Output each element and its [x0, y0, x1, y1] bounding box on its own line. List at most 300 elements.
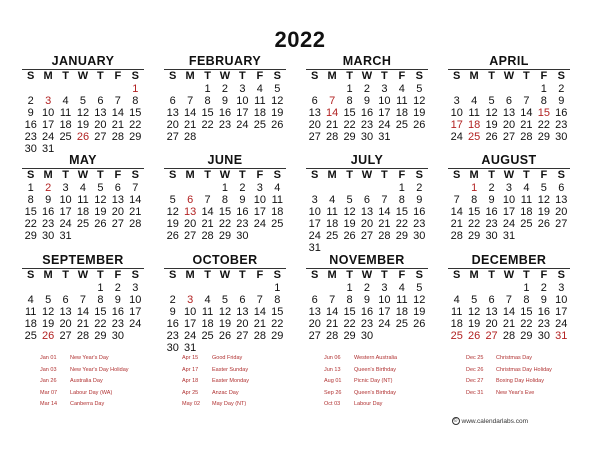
weekday-label: T: [97, 269, 104, 281]
date-cell: 3: [256, 182, 263, 194]
date-cell: 19: [271, 107, 284, 119]
weekday-label: S: [27, 70, 35, 82]
date-cell: 4: [471, 95, 478, 107]
empty-cell: [92, 83, 109, 95]
holiday-name: Picnic Day (NT): [354, 378, 393, 384]
date-cell: 21: [326, 119, 339, 131]
weekday-label: S: [27, 169, 35, 181]
empty-cell: [22, 83, 39, 95]
date-cell: 3: [381, 282, 388, 294]
holiday-name: Labour Day: [354, 401, 383, 407]
month-name: FEBRUARY: [188, 54, 262, 68]
date-cell: 17: [253, 206, 266, 218]
holiday-date-cell: 7: [329, 95, 336, 107]
date-cell: 9: [45, 194, 52, 206]
date-cell: 28: [520, 131, 533, 143]
date-cell: 2: [540, 282, 547, 294]
date-cell: 23: [111, 318, 124, 330]
month-may: [22, 153, 144, 242]
empty-cell: [376, 182, 393, 194]
date-cell: 3: [505, 182, 513, 194]
month-august: [448, 153, 570, 242]
weekday-label: M: [327, 269, 337, 281]
date-cell: 3: [558, 282, 565, 294]
date-cell: 11: [451, 306, 463, 318]
weekday-label: M: [43, 269, 53, 281]
holiday-name: Easter Monday: [212, 378, 249, 384]
holiday-name: New Year's Day: [70, 355, 109, 361]
date-cell: 17: [42, 119, 55, 131]
date-cell: 27: [308, 131, 321, 143]
date-cell: 1: [398, 182, 405, 194]
date-cell: 5: [221, 294, 229, 306]
date-cell: 14: [76, 306, 90, 318]
date-cell: 15: [520, 306, 533, 318]
date-cell: 12: [94, 194, 107, 206]
date-cell: 2: [239, 182, 246, 194]
holiday-entry: [40, 353, 129, 365]
date-cell: 15: [395, 206, 408, 218]
weekday-label: S: [453, 169, 461, 181]
date-cell: 7: [114, 95, 121, 107]
month-day-grid: [448, 269, 570, 342]
holiday-date-cell: 26: [76, 131, 90, 143]
date-cell: 25: [520, 218, 533, 230]
calendar-year-title: 2022: [274, 27, 326, 52]
holiday-entry: [182, 399, 249, 411]
month-day-grid: [448, 169, 570, 242]
date-cell: 20: [308, 119, 321, 131]
holiday-name: Christmas Day: [496, 355, 533, 361]
date-cell: 19: [42, 318, 55, 330]
date-cell: 3: [453, 95, 460, 107]
date-cell: 5: [416, 83, 423, 95]
date-cell: 19: [94, 206, 107, 218]
holiday-entry: [40, 376, 129, 388]
weekday-label: S: [415, 269, 423, 281]
date-cell: 21: [129, 206, 142, 218]
date-cell: 5: [488, 95, 495, 107]
date-cell: 4: [398, 282, 405, 294]
holiday-name: Boxing Day Holiday: [496, 378, 544, 384]
date-cell: 1: [97, 282, 104, 294]
date-cell: 8: [204, 95, 211, 107]
date-cell: 22: [94, 318, 107, 330]
date-cell: 20: [236, 318, 249, 330]
weekday-label: W: [77, 70, 89, 82]
holiday-entry: [40, 365, 129, 377]
weekday-label: M: [43, 169, 53, 181]
holiday-date: Aug 01: [324, 378, 342, 384]
date-cell: 8: [523, 294, 530, 306]
date-cell: 8: [346, 95, 353, 107]
date-cell: 27: [308, 330, 321, 342]
date-cell: 21: [326, 318, 339, 330]
date-cell: 29: [395, 230, 408, 242]
date-cell: 24: [59, 218, 72, 230]
date-cell: 18: [271, 206, 284, 218]
holiday-entry: [466, 353, 552, 365]
month-november: [306, 253, 428, 342]
weekday-label: S: [415, 70, 423, 82]
month-name: MARCH: [342, 54, 392, 68]
date-cell: 4: [453, 294, 460, 306]
month-september: [22, 253, 144, 342]
date-cell: 25: [24, 330, 37, 342]
date-cell: 6: [97, 95, 104, 107]
date-cell: 12: [468, 306, 481, 318]
date-cell: 18: [520, 206, 533, 218]
date-cell: 14: [184, 107, 197, 119]
date-cell: 15: [343, 107, 356, 119]
holiday-date-cell: 2: [45, 182, 52, 194]
date-cell: 20: [94, 119, 107, 131]
date-cell: 12: [166, 206, 179, 218]
date-cell: 13: [308, 107, 321, 119]
weekday-label: F: [256, 169, 264, 181]
weekday-label: T: [523, 169, 530, 181]
date-cell: 9: [114, 294, 121, 306]
month-day-grid: [22, 70, 144, 155]
date-cell: 31: [42, 143, 55, 155]
weekday-label: S: [557, 70, 565, 82]
date-cell: 15: [271, 306, 284, 318]
date-cell: 19: [468, 318, 481, 330]
holiday-entry: [324, 365, 397, 377]
holiday-column: [466, 353, 552, 399]
weekday-label: W: [219, 169, 231, 181]
month-march: [306, 54, 428, 143]
weekday-label: M: [43, 70, 53, 82]
date-cell: 5: [274, 83, 281, 95]
weekday-label: S: [169, 169, 177, 181]
weekday-label: F: [114, 169, 122, 181]
date-cell: 17: [184, 318, 197, 330]
date-cell: 1: [274, 282, 281, 294]
date-cell: 26: [271, 119, 284, 131]
date-cell: 2: [169, 294, 176, 306]
date-cell: 10: [129, 294, 142, 306]
date-cell: 11: [25, 306, 37, 318]
empty-cell: [164, 182, 181, 194]
date-cell: 23: [360, 318, 374, 330]
date-cell: 10: [502, 194, 516, 206]
empty-cell: [181, 182, 198, 194]
holiday-name: Good Friday: [212, 355, 243, 361]
weekday-label: S: [311, 70, 319, 82]
month-name: NOVEMBER: [329, 253, 405, 267]
month-day-grid: [306, 70, 428, 143]
month-day-grid: [448, 70, 570, 143]
date-cell: 21: [378, 218, 391, 230]
holiday-date-cell: 31: [555, 330, 568, 342]
date-cell: 23: [24, 131, 37, 143]
date-cell: 8: [274, 294, 281, 306]
date-cell: 23: [42, 218, 55, 230]
date-cell: 7: [204, 194, 211, 206]
date-cell: 20: [555, 206, 568, 218]
date-cell: 11: [326, 206, 338, 218]
holiday-entry: [324, 399, 397, 411]
date-cell: 12: [343, 206, 356, 218]
date-cell: 12: [537, 194, 550, 206]
holiday-date: Dec 26: [466, 366, 484, 373]
date-cell: 25: [326, 230, 339, 242]
date-cell: 9: [27, 107, 34, 119]
weekday-label: W: [361, 169, 373, 181]
date-cell: 3: [381, 83, 388, 95]
date-cell: 10: [184, 306, 197, 318]
month-name: JUNE: [207, 153, 243, 167]
date-cell: 10: [42, 107, 55, 119]
weekday-label: W: [219, 269, 231, 281]
date-cell: 6: [62, 294, 69, 306]
date-cell: 24: [502, 218, 516, 230]
weekday-label: F: [114, 70, 122, 82]
date-cell: 30: [24, 143, 37, 155]
holiday-date: Dec 27: [466, 378, 484, 384]
date-cell: 10: [308, 206, 321, 218]
weekday-label: F: [256, 269, 264, 281]
month-day-grid: [22, 269, 144, 342]
weekday-label: F: [540, 269, 548, 281]
date-cell: 24: [308, 230, 321, 242]
date-cell: 5: [416, 282, 423, 294]
weekday-label: F: [398, 70, 406, 82]
weekday-label: T: [488, 169, 495, 181]
weekday-label: S: [311, 169, 319, 181]
date-cell: 10: [378, 294, 391, 306]
date-cell: 1: [540, 83, 547, 95]
date-cell: 11: [520, 194, 533, 206]
weekday-label: T: [523, 269, 530, 281]
date-cell: 17: [378, 306, 391, 318]
date-cell: 9: [363, 294, 371, 306]
weekday-label: S: [273, 169, 281, 181]
date-cell: 3: [311, 194, 318, 206]
holiday-entry: [40, 388, 129, 400]
date-cell: 31: [59, 230, 72, 242]
holiday-date: Apr 15: [182, 355, 199, 361]
date-cell: 29: [343, 131, 356, 143]
date-cell: 2: [363, 282, 371, 294]
date-cell: 14: [520, 107, 533, 119]
date-cell: 14: [378, 206, 391, 218]
date-cell: 16: [485, 206, 498, 218]
weekday-label: S: [311, 269, 319, 281]
holiday-date: Jan 26: [40, 378, 57, 384]
date-cell: 6: [488, 294, 495, 306]
date-cell: 8: [132, 95, 139, 107]
date-cell: 22: [468, 218, 481, 230]
date-cell: 26: [218, 330, 232, 342]
weekday-label: F: [398, 169, 406, 181]
weekday-label: S: [131, 70, 139, 82]
date-cell: 24: [236, 119, 249, 131]
date-cell: 20: [360, 218, 374, 230]
date-cell: 18: [59, 119, 72, 131]
date-cell: 4: [329, 194, 336, 206]
empty-cell: [57, 282, 74, 294]
month-april: [448, 54, 570, 143]
month-name: JANUARY: [51, 54, 115, 68]
date-cell: 30: [537, 330, 550, 342]
holiday-date: May 02: [182, 401, 201, 407]
date-cell: 18: [24, 318, 37, 330]
weekday-label: W: [503, 269, 515, 281]
date-cell: 24: [129, 318, 142, 330]
date-cell: 13: [166, 107, 179, 119]
date-cell: 22: [343, 119, 356, 131]
weekday-label: M: [185, 269, 195, 281]
weekday-label: M: [185, 169, 195, 181]
holiday-date-cell: 26: [42, 330, 55, 342]
holiday-date-cell: 13: [184, 206, 197, 218]
date-cell: 29: [537, 131, 550, 143]
date-cell: 31: [308, 242, 321, 254]
holiday-date: Apr 18: [182, 378, 199, 384]
date-cell: 19: [343, 218, 356, 230]
date-cell: 3: [132, 282, 139, 294]
empty-cell: [323, 182, 340, 194]
date-cell: 31: [184, 342, 197, 354]
date-cell: 22: [343, 318, 356, 330]
month-october: [164, 253, 286, 354]
date-cell: 28: [76, 330, 90, 342]
date-cell: 21: [450, 218, 463, 230]
date-cell: 9: [416, 194, 423, 206]
date-cell: 29: [218, 230, 232, 242]
date-cell: 17: [59, 206, 72, 218]
weekday-label: W: [361, 269, 373, 281]
date-cell: 22: [271, 318, 284, 330]
date-cell: 7: [523, 95, 530, 107]
date-cell: 19: [537, 206, 550, 218]
weekday-label: F: [398, 269, 406, 281]
date-cell: 12: [413, 95, 426, 107]
date-cell: 16: [413, 206, 426, 218]
date-cell: 10: [59, 194, 72, 206]
date-cell: 27: [166, 131, 179, 143]
date-cell: 1: [346, 83, 353, 95]
weekday-label: M: [469, 70, 479, 82]
date-cell: 9: [363, 95, 371, 107]
date-cell: 13: [94, 107, 107, 119]
date-cell: 23: [485, 218, 498, 230]
date-cell: 16: [360, 107, 374, 119]
date-cell: 16: [537, 306, 550, 318]
date-cell: 30: [360, 131, 374, 143]
weekday-label: T: [381, 169, 388, 181]
empty-cell: [500, 83, 517, 95]
date-cell: 24: [184, 330, 197, 342]
date-cell: 29: [271, 330, 284, 342]
date-cell: 30: [485, 230, 498, 242]
date-cell: 18: [76, 206, 90, 218]
weekday-label: T: [62, 169, 69, 181]
date-cell: 12: [413, 294, 426, 306]
month-december: [448, 253, 570, 342]
empty-cell: [74, 83, 91, 95]
weekday-label: T: [239, 70, 246, 82]
date-cell: 28: [201, 230, 214, 242]
date-cell: 28: [184, 131, 197, 143]
weekday-label: T: [204, 169, 211, 181]
date-cell: 2: [416, 182, 423, 194]
date-cell: 26: [94, 218, 107, 230]
date-cell: 1: [204, 83, 211, 95]
date-cell: 26: [166, 230, 179, 242]
empty-cell: [483, 83, 500, 95]
date-cell: 2: [27, 95, 34, 107]
weekday-label: S: [273, 70, 281, 82]
date-cell: 5: [169, 194, 176, 206]
date-cell: 18: [201, 318, 214, 330]
weekday-label: T: [346, 70, 353, 82]
holiday-date: Dec 31: [466, 389, 484, 396]
date-cell: 19: [218, 318, 232, 330]
date-cell: 23: [218, 119, 232, 131]
date-cell: 13: [555, 194, 568, 206]
holiday-column: [40, 353, 129, 411]
date-cell: 27: [94, 131, 107, 143]
date-cell: 8: [398, 194, 405, 206]
date-cell: 25: [395, 318, 408, 330]
date-cell: 22: [537, 119, 550, 131]
month-name: SEPTEMBER: [42, 253, 124, 267]
empty-cell: [465, 83, 482, 95]
date-cell: 26: [343, 230, 356, 242]
holiday-column: [182, 353, 249, 411]
date-cell: 15: [218, 206, 232, 218]
weekday-label: F: [114, 269, 122, 281]
holiday-date-cell: 6: [187, 194, 194, 206]
month-name: MAY: [69, 153, 97, 167]
date-cell: 8: [540, 95, 547, 107]
holiday-date-cell: 1: [132, 83, 139, 95]
holiday-column: [324, 353, 397, 411]
month-day-grid: [164, 169, 286, 242]
holiday-name: Christmas Day Holiday: [496, 366, 552, 373]
date-cell: 11: [271, 194, 283, 206]
month-name: DECEMBER: [471, 253, 547, 267]
date-cell: 15: [94, 306, 107, 318]
weekday-label: S: [131, 269, 139, 281]
date-cell: 26: [413, 119, 426, 131]
empty-cell: [181, 83, 198, 95]
weekday-label: S: [169, 269, 177, 281]
empty-cell: [216, 282, 233, 294]
date-cell: 14: [201, 206, 214, 218]
date-cell: 11: [396, 294, 408, 306]
date-cell: 6: [311, 294, 318, 306]
holiday-date: Jan 03: [40, 366, 57, 373]
empty-cell: [341, 182, 358, 194]
holiday-entry: [182, 365, 249, 377]
empty-cell: [323, 282, 340, 294]
date-cell: 31: [378, 131, 391, 143]
footer-website[interactable]: www.calendarlabs.com: [461, 417, 528, 425]
date-cell: 17: [236, 107, 249, 119]
date-cell: 16: [42, 206, 55, 218]
month-day-grid: [306, 169, 428, 254]
weekday-label: M: [185, 70, 195, 82]
weekday-label: W: [77, 169, 89, 181]
date-cell: 12: [76, 107, 90, 119]
weekday-label: T: [381, 269, 388, 281]
date-cell: 6: [239, 294, 246, 306]
month-january: [22, 54, 144, 155]
